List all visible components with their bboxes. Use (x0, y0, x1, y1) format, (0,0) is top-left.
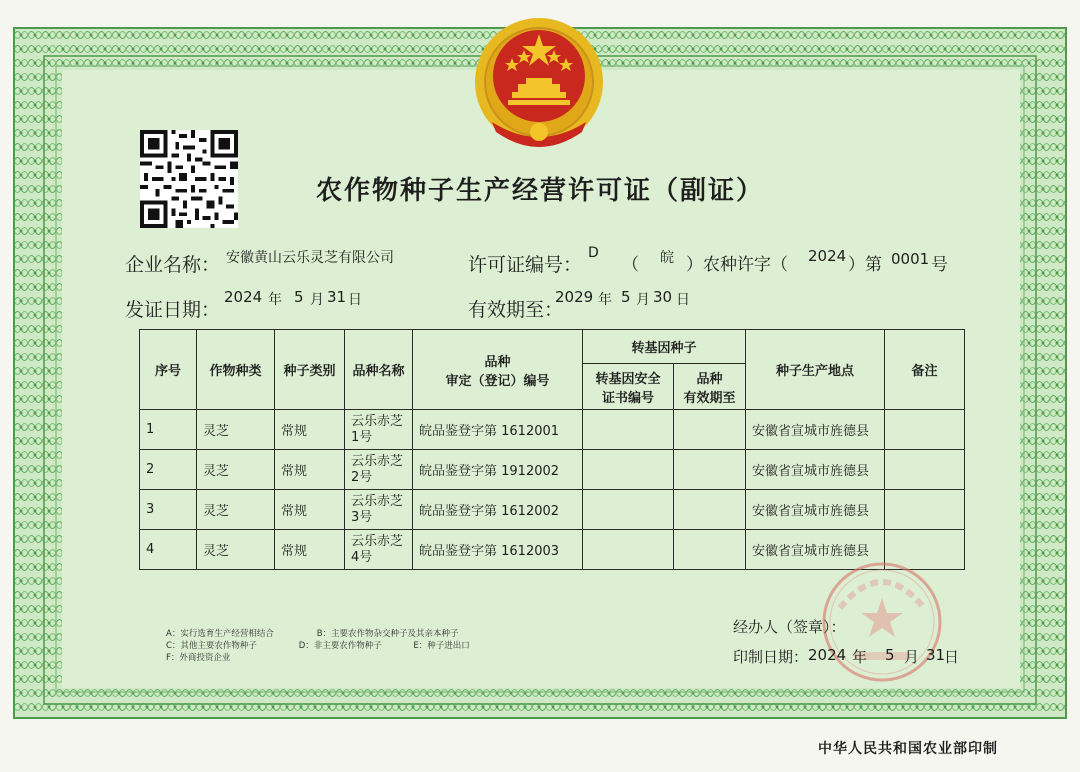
cell-crop: 灵芝 (197, 490, 275, 530)
header-gm-valid-line2: 有效期至 (683, 390, 736, 406)
table-row (140, 450, 965, 490)
print-date-m: 月 (904, 648, 920, 666)
issue-date-d: 日 (348, 292, 362, 308)
cell-variety-line1: 云乐赤芝 (351, 493, 404, 509)
issue-date-month: 5 (294, 288, 304, 306)
header-seq: 序号 (140, 330, 197, 410)
issue-date-m: 月 (310, 292, 324, 308)
cell-approval: 皖品鉴登字第 1612002 (413, 490, 583, 530)
header-gm-cert (583, 364, 674, 410)
cell-variety (345, 410, 413, 450)
note-b: B：主要农作物杂交种子及其亲本种子 (316, 629, 459, 639)
note-a: A：实行选育生产经营相结合 (166, 629, 274, 639)
cell-gm-cert (583, 490, 674, 530)
header-gm-cert-line1: 转基因安全 (595, 371, 661, 387)
license-number: 0001 (891, 250, 930, 268)
category-notes (166, 628, 470, 664)
print-date-day: 31 (926, 646, 946, 664)
header-location: 种子生产地点 (746, 330, 885, 410)
print-date-label: 印制日期： (733, 648, 809, 666)
header-gm-valid-line1: 品种 (696, 371, 723, 387)
cell-gm-valid (674, 450, 746, 490)
table-row (140, 410, 965, 450)
cell-variety-line2: 4号 (351, 549, 373, 565)
national-emblem-icon (472, 12, 606, 160)
note-d: D：非主要农作物种子 (298, 641, 382, 651)
variety-table (139, 329, 965, 570)
cell-location: 安徽省宣城市旌德县 (746, 490, 885, 530)
note-f: F：外商投资企业 (166, 653, 231, 663)
cell-approval: 皖品鉴登字第 1612001 (413, 410, 583, 450)
enterprise-label: 企业名称： (125, 254, 221, 276)
cell-variety-line2: 3号 (351, 509, 373, 525)
cell-gm-valid (674, 530, 746, 570)
cell-gm-cert (583, 410, 674, 450)
issue-date-year: 2024 (224, 288, 263, 306)
valid-until-d: 日 (676, 292, 690, 308)
print-date-month: 5 (885, 646, 895, 664)
cell-gm-valid (674, 410, 746, 450)
note-c: C：其他主要农作物种子 (166, 641, 257, 651)
cell-seq: 3 (140, 490, 197, 530)
license-year: 2024 (808, 247, 847, 265)
cell-gm-valid (674, 490, 746, 530)
license-di: ）第 (848, 255, 882, 275)
handler-label: 经办人（签章）： (733, 618, 846, 636)
cell-crop: 灵芝 (197, 410, 275, 450)
issue-date-y: 年 (268, 292, 282, 308)
header-crop-type: 作物种类 (197, 330, 275, 410)
header-variety-name: 品种名称 (345, 330, 413, 410)
header-gm-group: 转基因种子 (583, 330, 746, 364)
note-e: E：种子进出口 (413, 641, 470, 651)
license-mid-text: ）农种许字（ (686, 255, 788, 275)
cell-remark (885, 490, 965, 530)
cell-variety-line1: 云乐赤芝 (351, 453, 404, 469)
cell-gm-cert (583, 530, 674, 570)
cell-type: 常规 (275, 490, 345, 530)
cell-location: 安徽省宣城市旌德县 (746, 410, 885, 450)
license-letter: D (588, 245, 599, 261)
header-approval-line2: 审定（登记）编号 (445, 373, 550, 389)
cell-remark (885, 410, 965, 450)
header-gm-valid (674, 364, 746, 410)
printer-footer: 中华人民共和国农业部印制 (818, 741, 998, 757)
print-date-year: 2024 (808, 646, 847, 664)
cell-crop: 灵芝 (197, 530, 275, 570)
print-date-y: 年 (852, 648, 868, 666)
valid-until-month: 5 (621, 288, 631, 306)
table-row (140, 490, 965, 530)
cell-variety-line1: 云乐赤芝 (351, 413, 404, 429)
license-open-paren: （ (622, 255, 639, 275)
cell-variety (345, 530, 413, 570)
cell-type: 常规 (275, 530, 345, 570)
page-title: 农作物种子生产经营许可证（副证） (315, 176, 764, 206)
cell-variety-line2: 1号 (351, 429, 373, 445)
issue-date-label: 发证日期： (125, 299, 221, 321)
enterprise-value: 安徽黄山云乐灵芝有限公司 (226, 250, 394, 266)
cell-variety-line1: 云乐赤芝 (351, 533, 404, 549)
license-label: 许可证编号： (468, 254, 583, 276)
cell-variety (345, 490, 413, 530)
license-province: 皖 (660, 250, 674, 266)
print-date-d: 日 (944, 648, 960, 666)
header-approval-line1: 品种 (484, 354, 511, 370)
license-suffix: 号 (931, 255, 948, 275)
cell-approval: 皖品鉴登字第 1612003 (413, 530, 583, 570)
header-approval-no (413, 330, 583, 410)
cell-variety-line2: 2号 (351, 469, 373, 485)
valid-until-y: 年 (598, 292, 612, 308)
cell-location: 安徽省宣城市旌德县 (746, 450, 885, 490)
issue-date-day: 31 (327, 288, 347, 306)
cell-gm-cert (583, 450, 674, 490)
cell-location: 安徽省宣城市旌德县 (746, 530, 885, 570)
cell-seq: 1 (140, 410, 197, 450)
cell-seq: 4 (140, 530, 197, 570)
header-seed-type: 种子类别 (275, 330, 345, 410)
cell-variety (345, 450, 413, 490)
valid-until-year: 2029 (555, 288, 594, 306)
cell-remark (885, 450, 965, 490)
valid-until-label: 有效期至： (468, 299, 564, 321)
header-gm-cert-line2: 证书编号 (601, 390, 654, 406)
valid-until-day: 30 (653, 288, 673, 306)
cell-approval: 皖品鉴登字第 1912002 (413, 450, 583, 490)
cell-crop: 灵芝 (197, 450, 275, 490)
header-remark: 备注 (885, 330, 965, 410)
valid-until-m: 月 (636, 292, 650, 308)
cell-seq: 2 (140, 450, 197, 490)
cell-type: 常规 (275, 450, 345, 490)
cell-type: 常规 (275, 410, 345, 450)
